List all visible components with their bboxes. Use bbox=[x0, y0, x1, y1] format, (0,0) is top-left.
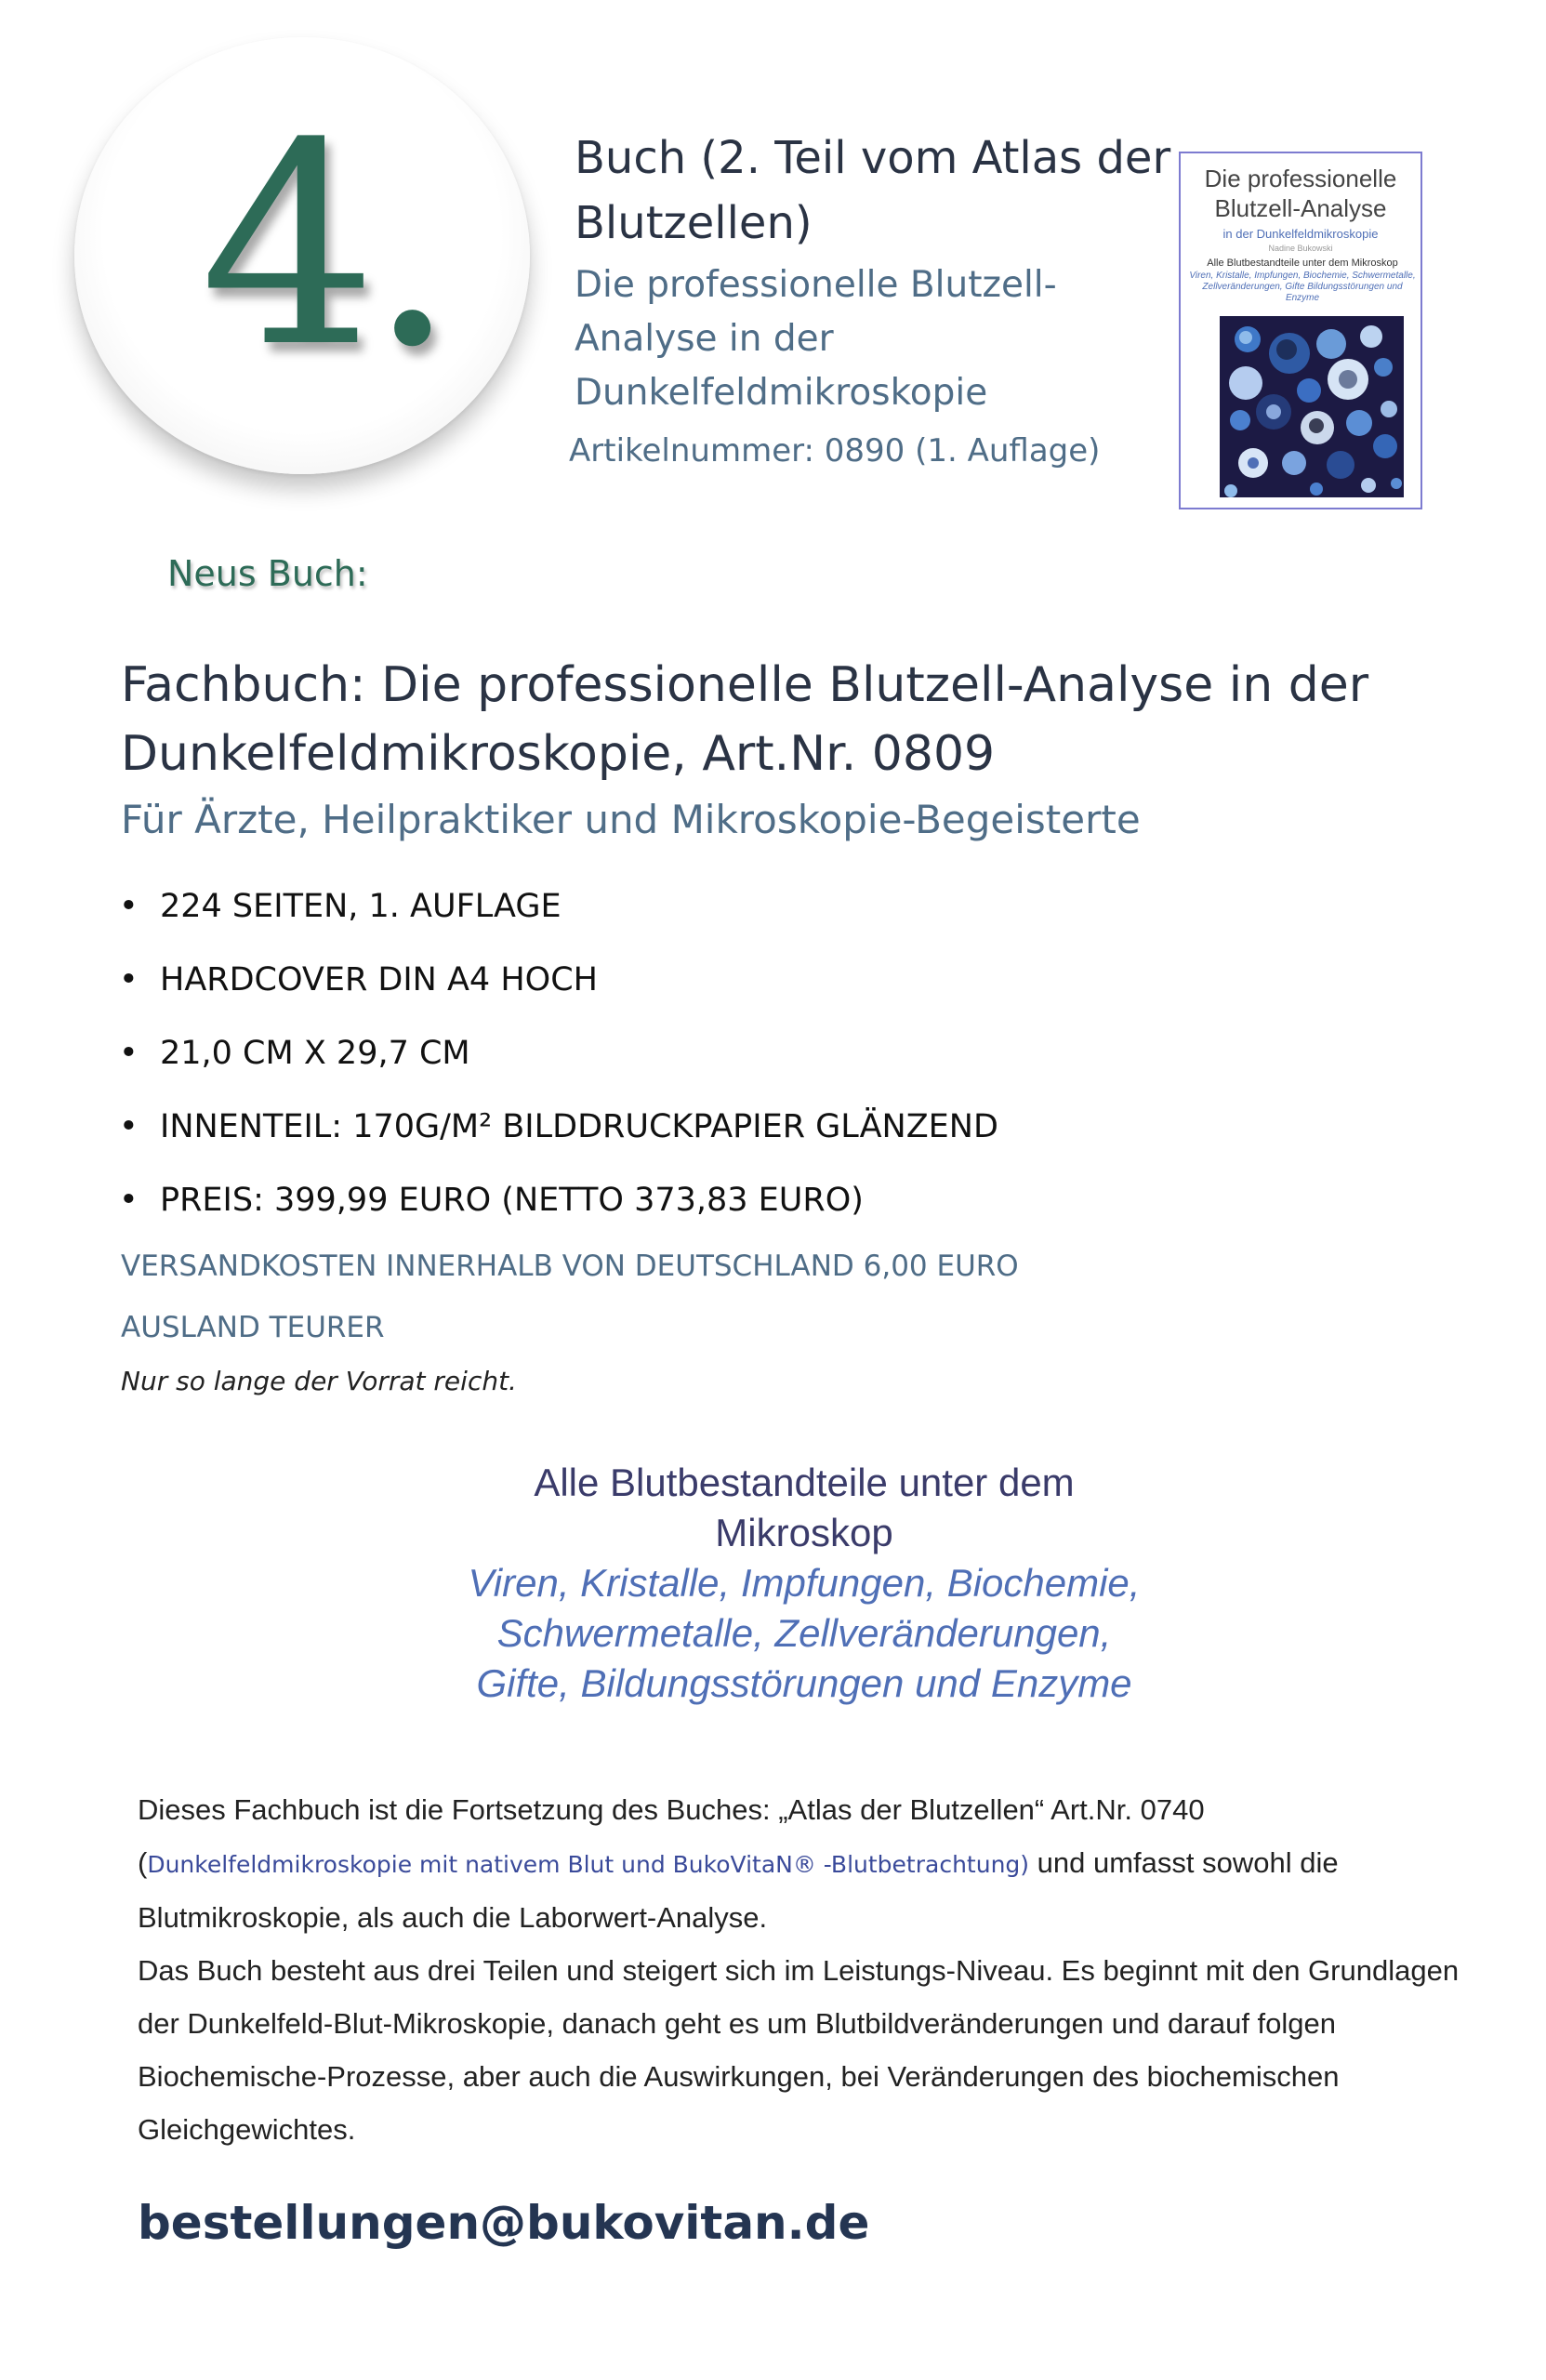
description bbox=[138, 1783, 1476, 2156]
new-book-label: Neus Buch: bbox=[167, 553, 368, 594]
header-subtitle: Die professionelle Blutzell-Analyse in der Dunkelfeldmikroskopie bbox=[575, 264, 1057, 414]
shipping-abroad: AUSLAND TEURER bbox=[121, 1311, 385, 1344]
description-p1-end: und umfasst sowohl die Blutmikroskopie, als auch die Laborwert-Analyse. bbox=[138, 1846, 1339, 1934]
spec-item bbox=[119, 883, 1420, 957]
spec-item bbox=[119, 1030, 1420, 1104]
article-number: Artikelnummer: 0890 (1. Auflage) bbox=[569, 432, 1101, 469]
cover-title-line1: Die professionelle bbox=[1204, 165, 1397, 192]
description-p2: Das Buch besteht aus drei Teilen und steigert sich im Leistungs-Niveau. Es beginnt mit den Grundlagen der Dunkelfeld-Blut-Mikroskopie, danach geht es um Blutbildveränderungen und darauf folgen Biochemische-Prozesse, aber auch die Auswirkungen, bei Veränderungen des biochemischen Gleichgewichtes. bbox=[138, 1954, 1460, 2146]
cover-microscopy-image bbox=[1220, 316, 1404, 497]
spec-text: INNENTEIL: 170G/M² BILDDRUCKPAPIER GLÄNZEND bbox=[160, 1108, 998, 1145]
spec-text: 21,0 CM X 29,7 CM bbox=[160, 1035, 470, 1072]
cover-author: Nadine Bukowski bbox=[1268, 244, 1333, 253]
cover-subtitle: in der Dunkelfeldmikroskopie bbox=[1222, 227, 1379, 241]
book-cover bbox=[1179, 152, 1422, 509]
highlight-line3: Viren, Kristalle, Impfungen, Biochemie, bbox=[468, 1561, 1141, 1605]
bullet-dot: • bbox=[119, 961, 139, 998]
cover-topics: Viren, Kristalle, Impfungen, Biochemie, Schwermetalle, Zellveränderungen, Gifte Bildungsstörungen und Enzyme bbox=[1189, 271, 1416, 303]
cover-tagline: Alle Blutbestandteile unter dem Mikroskop bbox=[1207, 258, 1398, 269]
highlight-block bbox=[307, 1458, 1302, 1709]
main-title: Fachbuch: Die professionelle Blutzell-Analyse in der Dunkelfeldmikroskopie, Art.Nr. 0809 bbox=[121, 657, 1369, 782]
description-p1-start: Dieses Fachbuch ist die Fortsetzung des Buches: „Atlas der Blutzellen“ Art.Nr. 0740 bbox=[138, 1793, 1205, 1826]
spec-text: HARDCOVER DIN A4 HOCH bbox=[160, 961, 598, 998]
spec-item bbox=[119, 1177, 1420, 1250]
spec-text: 224 SEITEN, 1. AUFLAGE bbox=[160, 888, 562, 925]
highlight-line4: Schwermetalle, Zellveränderungen, bbox=[496, 1611, 1112, 1655]
cover-title-line2: Blutzell-Analyse bbox=[1214, 194, 1387, 222]
description-paren: ( bbox=[138, 1846, 148, 1879]
stock-note: Nur so lange der Vorrat reicht. bbox=[121, 1366, 517, 1396]
header-title: Buch (2. Teil vom Atlas der Blutzellen) bbox=[575, 132, 1171, 249]
shipping-domestic: VERSANDKOSTEN INNERHALB VON DEUTSCHLAND 6,00 EURO bbox=[121, 1250, 1019, 1283]
description-p1-small: Dunkelfeldmikroskopie mit nativem Blut und BukoVitaN® -Blutbetrachtung) bbox=[147, 1851, 1030, 1878]
section-number: 4. bbox=[200, 84, 448, 408]
highlight-line2: Mikroskop bbox=[715, 1511, 893, 1554]
main-subtitle: Für Ärzte, Heilpraktiker und Mikroskopie-Begeisterte bbox=[121, 797, 1141, 842]
highlight-line5: Gifte, Bildungsstörungen und Enzyme bbox=[476, 1661, 1132, 1705]
bullet-dot: • bbox=[119, 1035, 139, 1072]
spec-text: PREIS: 399,99 EURO (NETTO 373,83 EURO) bbox=[160, 1182, 864, 1219]
spec-list bbox=[119, 883, 1420, 1250]
spec-item bbox=[119, 1104, 1420, 1177]
spec-item bbox=[119, 957, 1420, 1030]
bullet-dot: • bbox=[119, 888, 139, 925]
bullet-dot: • bbox=[119, 1108, 139, 1145]
order-email: bestellungen@bukovitan.de bbox=[138, 2196, 870, 2250]
highlight-line1: Alle Blutbestandteile unter dem bbox=[534, 1461, 1075, 1504]
bullet-dot: • bbox=[119, 1182, 139, 1219]
